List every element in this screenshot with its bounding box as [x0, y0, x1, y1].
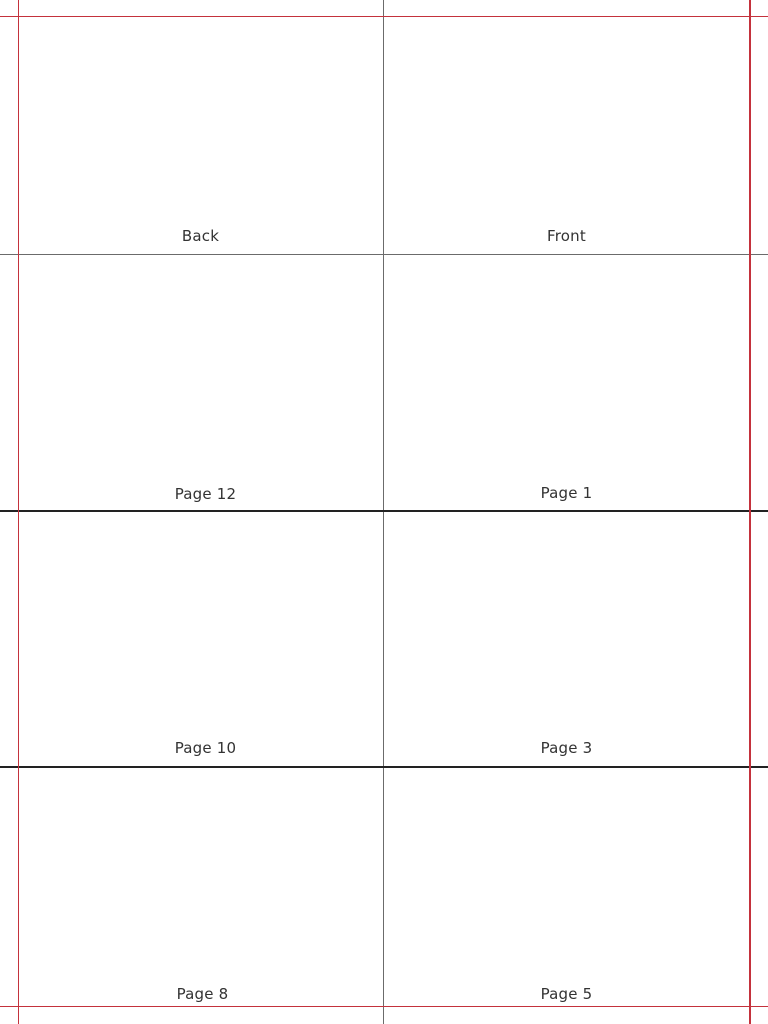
panel-label: Page 3 — [540, 739, 593, 757]
panel-label: Front — [547, 227, 586, 245]
panel-page-12 — [18, 255, 383, 510]
panel-label: Page 1 — [540, 484, 593, 502]
panel-label: Page 10 — [174, 739, 237, 757]
panel-page-8 — [18, 768, 383, 1006]
panel-back — [18, 16, 383, 254]
panel-label: Page 12 — [174, 485, 237, 503]
panel-page-10 — [18, 512, 383, 766]
panel-page-1 — [384, 255, 749, 510]
trim-guide-right — [749, 0, 751, 1024]
trim-guide-bottom — [0, 1006, 768, 1007]
panel-label: Page 8 — [176, 985, 229, 1003]
panel-page-3 — [384, 512, 749, 766]
panel-front — [384, 16, 749, 254]
panel-label: Back — [181, 227, 220, 245]
panel-label: Page 5 — [540, 985, 593, 1003]
panel-page-5 — [384, 768, 749, 1006]
